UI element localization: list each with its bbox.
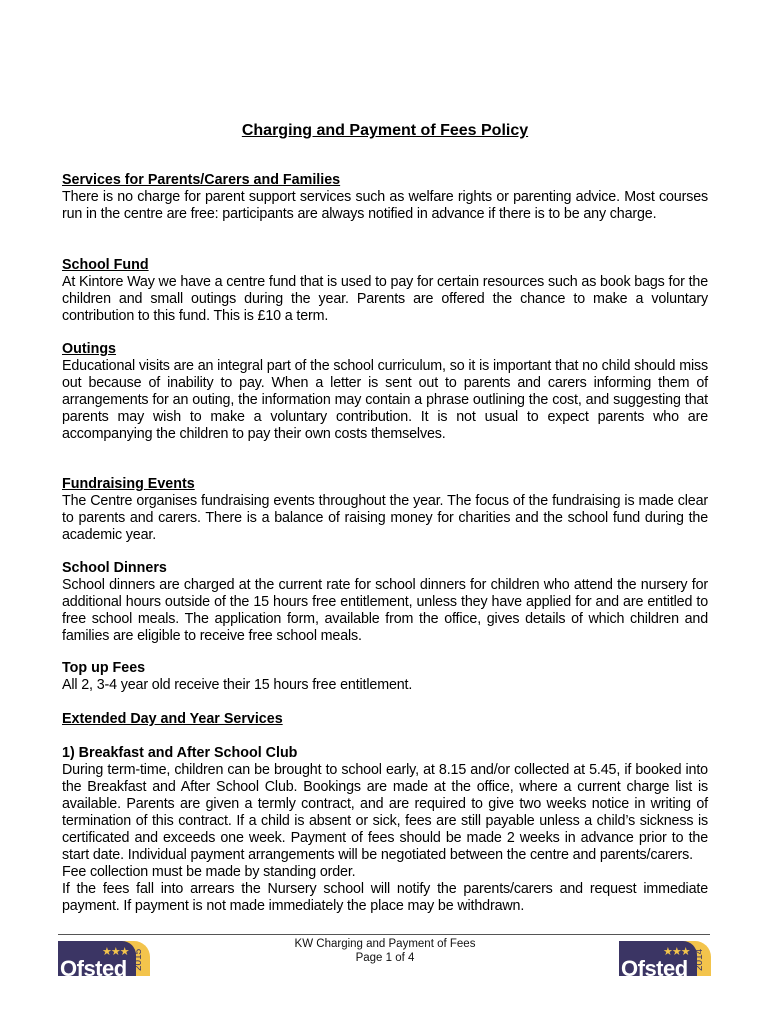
section-body: At Kintore Way we have a centre fund that is used to pay for certain resources such as book bags for the children and small outings during the year. Parents are offered the chance to make a voluntary contribution to this fund. This is £10 a term.	[62, 274, 708, 324]
section-body: All 2, 3-4 year old receive their 15 hours free entitlement.	[62, 677, 413, 693]
stars-icon: ★★★	[102, 946, 129, 958]
section-heading: 1) Breakfast and After School Club	[62, 745, 298, 761]
logo-year: 2015	[133, 948, 144, 972]
ofsted-logo-2015	[58, 941, 150, 976]
section-fundraising	[62, 476, 708, 544]
section-top-up-fees	[62, 660, 708, 694]
section-body: Educational visits are an integral part of the school curriculum, so it is important that no child should miss out because of inability to pay. When a letter is sent out to parents and carers informing them of arrangements for an outing, the information may contain a phrase outlining the cost, and suggesting that parents may wish to make a voluntary contribution. It is not usual to expect parents who are accompanying the children to pay their own costs themselves.	[62, 358, 708, 442]
section-heading: Extended Day and Year Services	[62, 711, 283, 727]
section-heading: Top up Fees	[62, 660, 146, 676]
section-outings	[62, 341, 708, 443]
page-title: Charging and Payment of Fees Policy	[241, 122, 529, 139]
logo-wordmark: Ofsted	[60, 956, 127, 976]
footer-doc-title: KW Charging and Payment of Fees	[294, 938, 476, 950]
section-school-fund	[62, 257, 708, 325]
section-body: The Centre organises fundraising events throughout the year. The focus of the fundraising is made clear to parents and carers. There is a balance of raising money for charities and the school fund during the academic year.	[62, 493, 708, 543]
logo-year: 2014	[694, 948, 705, 972]
section-body-arrears: If the fees fall into arrears the Nursery school will notify the parents/carers and request immediate payment. If payment is not made immediately the place may be withdrawn.	[62, 881, 708, 914]
section-breakfast-club	[62, 745, 708, 915]
section-services	[62, 172, 708, 223]
section-body: During term-time, children can be brought to school early, at 8.15 and/or collected at 5.45, if booked into the Breakfast and After School Club. Bookings are made at the office, where a current charge list is available. Parents are given a termly contract, and are required to give two weeks notice in writing of termination of this contract. If a child is absent or sick, fees are still payable unless a child’s sickness is certificated and exceeds one week. Payment of fees should be made 2 weeks in advance prior to the start date. Individual payment arrangements will be negotiated between the centre and parents/carers.	[62, 762, 708, 863]
ofsted-logo-2014	[619, 941, 711, 976]
section-body: School dinners are charged at the current rate for school dinners for children who attend the nursery for additional hours outside of the 15 hours free entitlement, unless they have applied for and are entitled to free school meals. The application form, available from the office, gives details of which children and families are eligible to receive free school meals.	[62, 577, 708, 644]
section-heading: Outings	[62, 341, 117, 357]
section-heading: School Dinners	[62, 560, 167, 576]
section-heading: School Fund	[62, 257, 149, 273]
section-heading: Fundraising Events	[62, 476, 195, 492]
stars-icon: ★★★	[663, 946, 690, 958]
section-body: There is no charge for parent support services such as welfare rights or parenting advice. Most courses run in the centre are free: participants are always notified in advance if there is to be any charge.	[62, 189, 708, 222]
footer-divider	[58, 934, 710, 935]
page-number: Page 1 of 4	[355, 952, 415, 964]
section-heading: Services for Parents/Carers and Families	[62, 172, 341, 188]
section-school-dinners	[62, 560, 708, 645]
logo-wordmark: Ofsted	[621, 956, 688, 976]
section-extended-day	[62, 711, 708, 728]
section-body-standing-order: Fee collection must be made by standing order.	[62, 864, 356, 880]
